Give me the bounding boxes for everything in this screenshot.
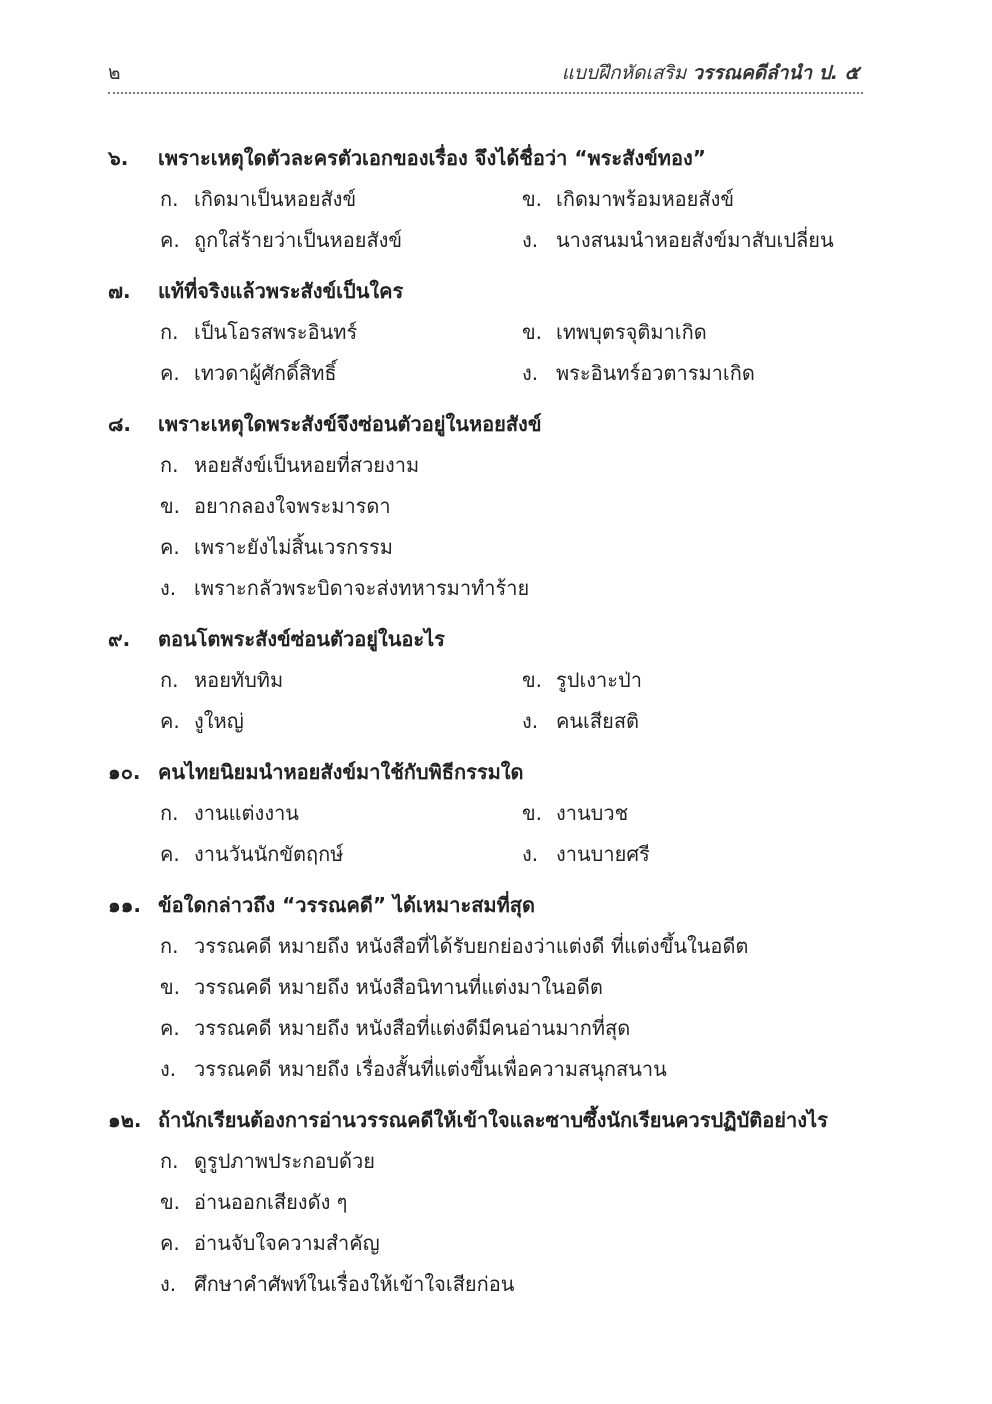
option-a[interactable]: ก. ดูรูปภาพประกอบด้วย (160, 1148, 375, 1173)
book-title (562, 58, 859, 88)
question-number: ๙. (108, 627, 131, 651)
question-text: คนไทยนิยมนำหอยสังข์มาใช้กับพิธีกรรมใด (158, 760, 524, 784)
option-c[interactable]: ค. เทวดาผู้ศักดิ์สิทธิ์ (160, 360, 337, 385)
option-b[interactable]: ข. งานบวช (522, 800, 629, 825)
option-a[interactable]: ก. หอยสังข์เป็นหอยที่สวยงาม (160, 452, 420, 477)
option-b[interactable]: ข. อยากลองใจพระมารดา (160, 493, 391, 518)
option-c[interactable]: ค. วรรณคดี หมายถึง หนังสือที่แต่งดีมีคนอ่านมากที่สุด (160, 1015, 631, 1040)
question-number: ๑๒. (108, 1108, 142, 1132)
option-a[interactable]: ก. เป็นโอรสพระอินทร์ (160, 319, 358, 344)
question-text: ตอนโตพระสังข์ซ่อนตัวอยู่ในอะไร (158, 627, 445, 651)
option-c[interactable]: ค. ถูกใส่ร้ายว่าเป็นหอยสังข์ (160, 227, 403, 252)
option-d[interactable]: ง. นางสนมนำหอยสังข์มาสับเปลี่ยน (522, 227, 834, 252)
question-11 (108, 885, 888, 1089)
option-b[interactable]: ข. เทพบุตรจุติมาเกิด (522, 319, 707, 344)
question-text: ข้อใดกล่าวถึง “วรรณคดี” ได้เหมาะสมที่สุด (158, 893, 535, 917)
question-10 (108, 752, 888, 874)
option-d[interactable]: ง. ศึกษาคำศัพท์ในเรื่องให้เข้าใจเสียก่อน (160, 1271, 515, 1296)
question-number: ๑๑. (108, 893, 141, 917)
page-number: ๒ (108, 62, 121, 84)
option-d[interactable]: ง. เพราะกลัวพระบิดาจะส่งทหารมาทำร้าย (160, 575, 530, 600)
option-d[interactable]: ง. พระอินทร์อวตารมาเกิด (522, 360, 755, 385)
option-a[interactable]: ก. วรรณคดี หมายถึง หนังสือที่ได้รับยกย่องว่าแต่งดี ที่แต่งขึ้นในอดีต (160, 933, 749, 958)
option-c[interactable]: ค. งานวันนักขัตฤกษ์ (160, 841, 344, 866)
question-8 (108, 404, 888, 608)
option-b[interactable]: ข. อ่านออกเสียงดัง ๆ (160, 1189, 348, 1214)
question-text: เพราะเหตุใดพระสังข์จึงซ่อนตัวอยู่ในหอยสังข์ (158, 412, 542, 436)
question-9 (108, 619, 888, 741)
option-c[interactable]: ค. เพราะยังไม่สิ้นเวรกรรม (160, 534, 393, 559)
question-text: แท้ที่จริงแล้วพระสังข์เป็นใคร (158, 279, 404, 303)
question-12 (108, 1100, 888, 1304)
question-number: ๑๐. (108, 760, 141, 784)
option-d[interactable]: ง. วรรณคดี หมายถึง เรื่องสั้นที่แต่งขึ้นเพื่อความสนุกสนาน (160, 1056, 667, 1081)
question-7 (108, 271, 888, 393)
option-a[interactable]: ก. งานแต่งงาน (160, 800, 299, 825)
option-a[interactable]: ก. เกิดมาเป็นหอยสังข์ (160, 186, 357, 211)
option-b[interactable]: ข. รูปเงาะป่า (522, 667, 642, 692)
question-list (108, 138, 888, 1304)
question-number: ๗. (108, 279, 131, 303)
book-subject: วรรณคดีลำนำ ป. ๕ (692, 62, 859, 84)
option-b[interactable]: ข. เกิดมาพร้อมหอยสังข์ (522, 186, 735, 211)
question-number: ๖. (108, 146, 129, 170)
option-b[interactable]: ข. วรรณคดี หมายถึง หนังสือนิทานที่แต่งมาในอดีต (160, 974, 603, 999)
option-d[interactable]: ง. งานบายศรี (522, 841, 650, 866)
page-header (108, 52, 863, 94)
option-c[interactable]: ค. งูใหญ่ (160, 708, 244, 733)
question-number: ๘. (108, 412, 132, 436)
question-6 (108, 138, 888, 260)
question-text: ถ้านักเรียนต้องการอ่านวรรณคดีให้เข้าใจและซาบซึ้งนักเรียนควรปฏิบัติอย่างไร (158, 1108, 828, 1132)
question-text: เพราะเหตุใดตัวละครตัวเอกของเรื่อง จึงได้ชื่อว่า “พระสังข์ทอง” (158, 146, 706, 170)
option-a[interactable]: ก. หอยทับทิม (160, 667, 284, 692)
option-d[interactable]: ง. คนเสียสติ (522, 708, 640, 733)
option-c[interactable]: ค. อ่านจับใจความสำคัญ (160, 1230, 380, 1255)
book-series: แบบฝึกหัดเสริม (561, 62, 687, 84)
